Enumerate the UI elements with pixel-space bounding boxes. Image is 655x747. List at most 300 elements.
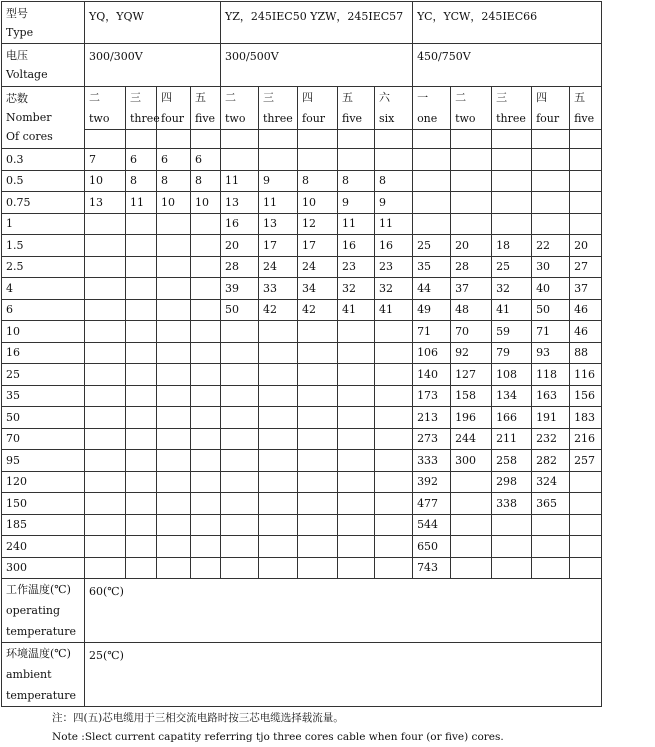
ampacity-cell	[375, 385, 413, 407]
ampacity-cell	[338, 471, 375, 493]
core-label-en: two	[225, 112, 246, 125]
table-row	[2, 192, 602, 214]
ambient-temperature-value: 25(℃)	[85, 643, 602, 707]
ampacity-cell	[532, 149, 570, 171]
ampacity-cell	[492, 557, 532, 579]
conductor-size-cell: 1.5	[2, 235, 85, 257]
ampacity-cell	[85, 364, 126, 386]
ampacity-cell: 196	[451, 407, 492, 429]
ampacity-cell: 127	[451, 364, 492, 386]
ampacity-cell: 156	[570, 385, 602, 407]
core-header-cell	[157, 87, 191, 130]
ampacity-cell	[492, 192, 532, 214]
ampacity-cell: 211	[492, 428, 532, 450]
core-header-cell	[338, 87, 375, 130]
conductor-size-cell: 10	[2, 321, 85, 343]
ampacity-cell: 44	[413, 278, 451, 300]
ambient-temperature-label-cn: 环境温度(℃)	[6, 647, 71, 660]
ampacity-cell	[221, 321, 259, 343]
core-label-en: five	[195, 112, 216, 125]
ampacity-cell	[157, 342, 191, 364]
ampacity-cell: 46	[570, 299, 602, 321]
ampacity-cell: 166	[492, 407, 532, 429]
core-header-cell	[413, 87, 451, 130]
ampacity-cell	[492, 536, 532, 558]
core-spacer-cell	[451, 130, 492, 149]
ampacity-cell	[85, 450, 126, 472]
ampacity-cell	[338, 364, 375, 386]
ampacity-cell	[259, 407, 298, 429]
ampacity-cell: 158	[451, 385, 492, 407]
type-row	[2, 2, 602, 44]
ampacity-cell	[191, 385, 221, 407]
ampacity-cell	[85, 342, 126, 364]
ampacity-cell: 88	[570, 342, 602, 364]
core-spacer-cell	[259, 130, 298, 149]
ampacity-cell: 70	[451, 321, 492, 343]
ambient-temperature-label-en-2: temperature	[6, 689, 77, 702]
ampacity-cell	[375, 471, 413, 493]
ampacity-cell: 48	[451, 299, 492, 321]
ampacity-cell	[492, 170, 532, 192]
conductor-size-cell: 240	[2, 536, 85, 558]
ampacity-cell: 257	[570, 450, 602, 472]
ampacity-cell	[451, 149, 492, 171]
operating-temperature-label-en-2: temperature	[6, 625, 77, 638]
ampacity-cell	[191, 450, 221, 472]
core-header-cell	[191, 87, 221, 130]
conductor-size-cell: 0.5	[2, 170, 85, 192]
table-row	[2, 278, 602, 300]
ampacity-cell	[259, 149, 298, 171]
core-label-en: two	[455, 112, 476, 125]
ampacity-cell	[375, 342, 413, 364]
ampacity-cell	[259, 385, 298, 407]
conductor-size-cell: 300	[2, 557, 85, 579]
table-row	[2, 256, 602, 278]
ampacity-cell: 40	[532, 278, 570, 300]
ampacity-cell	[298, 536, 338, 558]
ampacity-cell	[492, 514, 532, 536]
conductor-size-cell: 6	[2, 299, 85, 321]
ampacity-cell	[85, 428, 126, 450]
ampacity-cell	[338, 514, 375, 536]
core-header-cell	[259, 87, 298, 130]
core-header-cell	[532, 87, 570, 130]
ampacity-cell	[375, 428, 413, 450]
ampacity-cell	[191, 493, 221, 515]
ampacity-cell: 17	[259, 235, 298, 257]
ampacity-cell: 8	[375, 170, 413, 192]
core-label-cn: 四	[302, 91, 313, 104]
ambient-temperature-label-en-1: ambient	[6, 668, 52, 681]
ampacity-cell: 13	[221, 192, 259, 214]
ampacity-cell	[570, 536, 602, 558]
core-label-en: three	[263, 112, 293, 125]
table-row	[2, 170, 602, 192]
core-header-cell	[85, 87, 126, 130]
core-label-cn: 三	[130, 91, 141, 104]
ampacity-cell	[532, 192, 570, 214]
ampacity-cell: 6	[157, 149, 191, 171]
table-row	[2, 213, 602, 235]
ampacity-cell	[451, 514, 492, 536]
conductor-size-cell: 185	[2, 514, 85, 536]
ampacity-cell	[157, 213, 191, 235]
ampacity-cell	[157, 407, 191, 429]
ampacity-cell: 37	[451, 278, 492, 300]
core-label-cn: 一	[417, 91, 429, 104]
ampacity-cell	[451, 170, 492, 192]
ampacity-cell: 282	[532, 450, 570, 472]
cores-label-cell	[2, 87, 85, 149]
ampacity-cell	[157, 428, 191, 450]
ampacity-cell: 16	[375, 235, 413, 257]
core-header-cell	[570, 87, 602, 130]
ampacity-cell: 18	[492, 235, 532, 257]
voltage-value-yc: 450/750V	[413, 44, 602, 87]
ampacity-cell: 9	[259, 170, 298, 192]
ampacity-cell: 13	[259, 213, 298, 235]
type-label-cell	[2, 2, 85, 44]
ampacity-cell	[126, 278, 157, 300]
table-row	[2, 450, 602, 472]
ampacity-cell	[157, 536, 191, 558]
ampacity-cell	[298, 557, 338, 579]
table-row	[2, 299, 602, 321]
ampacity-cell: 7	[85, 149, 126, 171]
ampacity-cell	[85, 321, 126, 343]
ampacity-cell: 37	[570, 278, 602, 300]
ampacity-cell: 25	[413, 235, 451, 257]
type-label-cn: 型号	[6, 6, 28, 20]
ampacity-cell	[126, 407, 157, 429]
ampacity-cell	[157, 493, 191, 515]
conductor-size-cell: 35	[2, 385, 85, 407]
table-row	[2, 321, 602, 343]
ampacity-cell	[85, 385, 126, 407]
ampacity-cell	[126, 299, 157, 321]
voltage-label-en: Voltage	[6, 68, 48, 81]
ampacity-cell	[375, 493, 413, 515]
ampacity-cell	[85, 256, 126, 278]
table-row	[2, 514, 602, 536]
ampacity-cell	[126, 428, 157, 450]
ampacity-cell	[570, 514, 602, 536]
ampacity-cell	[259, 364, 298, 386]
ampacity-cell	[191, 364, 221, 386]
ampacity-cell	[492, 213, 532, 235]
ampacity-cell: 11	[375, 213, 413, 235]
type-value-yz: YZ，245IEC50 YZW，245IEC57	[221, 2, 413, 44]
type-value-yq: YQ，YQW	[85, 2, 221, 44]
ampacity-cell: 11	[338, 213, 375, 235]
type-label-en: Type	[6, 25, 34, 39]
conductor-size-cell: 70	[2, 428, 85, 450]
ampacity-cell	[221, 557, 259, 579]
conductor-size-cell: 1	[2, 213, 85, 235]
ampacity-cell: 34	[298, 278, 338, 300]
core-spacer-cell	[157, 130, 191, 149]
ampacity-cell: 140	[413, 364, 451, 386]
ampacity-cell	[570, 493, 602, 515]
ampacity-cell: 20	[570, 235, 602, 257]
ampacity-cell: 191	[532, 407, 570, 429]
ampacity-cell: 118	[532, 364, 570, 386]
cores-spacer-row	[2, 130, 602, 149]
ampacity-cell: 324	[532, 471, 570, 493]
ampacity-cell: 216	[570, 428, 602, 450]
core-label-cn: 四	[536, 91, 548, 104]
ampacity-cell: 20	[221, 235, 259, 257]
core-header-cell	[375, 87, 413, 130]
ampacity-cell	[259, 342, 298, 364]
ampacity-cell	[338, 149, 375, 171]
operating-temperature-row	[2, 579, 602, 643]
ampacity-cell: 300	[451, 450, 492, 472]
table-row	[2, 557, 602, 579]
ampacity-cell	[375, 536, 413, 558]
ampacity-cell	[85, 213, 126, 235]
ampacity-cell: 11	[126, 192, 157, 214]
core-label-cn: 五	[195, 91, 206, 104]
ampacity-cell: 544	[413, 514, 451, 536]
core-label-cn: 二	[225, 91, 236, 104]
ampacity-cell	[126, 342, 157, 364]
core-spacer-cell	[532, 130, 570, 149]
ampacity-cell	[338, 342, 375, 364]
ampacity-cell	[191, 321, 221, 343]
ampacity-cell	[126, 450, 157, 472]
operating-temperature-label-cell	[2, 579, 85, 643]
ampacity-cell: 16	[221, 213, 259, 235]
ampacity-cell	[451, 557, 492, 579]
ampacity-cell: 20	[451, 235, 492, 257]
ampacity-cell: 134	[492, 385, 532, 407]
core-label-en: six	[379, 112, 395, 125]
ampacity-cell	[191, 407, 221, 429]
ampacity-cell	[532, 514, 570, 536]
ampacity-cell	[191, 428, 221, 450]
ampacity-cell	[259, 536, 298, 558]
ampacity-cell: 11	[221, 170, 259, 192]
ampacity-cell	[570, 170, 602, 192]
ampacity-cell	[221, 471, 259, 493]
core-header-cell	[492, 87, 532, 130]
table-row	[2, 536, 602, 558]
ampacity-cell	[375, 450, 413, 472]
ampacity-cell: 42	[298, 299, 338, 321]
ampacity-cell: 25	[492, 256, 532, 278]
ampacity-cell: 22	[532, 235, 570, 257]
ampacity-cell: 8	[191, 170, 221, 192]
ampacity-cell	[191, 536, 221, 558]
ampacity-cell: 11	[259, 192, 298, 214]
ampacity-cell	[157, 256, 191, 278]
core-label-cn: 二	[89, 91, 100, 104]
ampacity-cell: 41	[338, 299, 375, 321]
ampacity-cell	[157, 385, 191, 407]
conductor-size-cell: 0.3	[2, 149, 85, 171]
ampacity-cell	[126, 514, 157, 536]
voltage-label-cell	[2, 44, 85, 87]
ampacity-cell	[338, 385, 375, 407]
ampacity-cell	[532, 213, 570, 235]
ampacity-cell	[191, 514, 221, 536]
ampacity-cell	[451, 493, 492, 515]
core-label-cn: 五	[342, 91, 353, 104]
ampacity-cell: 365	[532, 493, 570, 515]
core-label-en: four	[302, 112, 326, 125]
ampacity-cell	[298, 385, 338, 407]
ampacity-cell	[375, 364, 413, 386]
ampacity-cell: 92	[451, 342, 492, 364]
conductor-size-cell: 25	[2, 364, 85, 386]
ampacity-cell: 338	[492, 493, 532, 515]
ampacity-cell: 163	[532, 385, 570, 407]
ampacity-cell: 23	[338, 256, 375, 278]
ampacity-cell	[157, 471, 191, 493]
ampacity-cell	[451, 213, 492, 235]
ampacity-cell: 106	[413, 342, 451, 364]
core-header-cell	[126, 87, 160, 130]
table-row	[2, 342, 602, 364]
ampacity-cell	[298, 342, 338, 364]
ampacity-cell	[126, 471, 157, 493]
core-spacer-cell	[298, 130, 338, 149]
ampacity-cell: 8	[338, 170, 375, 192]
ampacity-cell	[191, 278, 221, 300]
ampacity-cell	[126, 213, 157, 235]
ampacity-cell	[126, 493, 157, 515]
ampacity-cell	[126, 364, 157, 386]
ampacity-cell: 8	[298, 170, 338, 192]
ampacity-cell	[221, 385, 259, 407]
ampacity-cell	[298, 471, 338, 493]
ampacity-cell: 24	[259, 256, 298, 278]
ampacity-cell	[126, 235, 157, 257]
ampacity-cell	[413, 170, 451, 192]
ampacity-cell: 41	[375, 299, 413, 321]
core-header-cell	[221, 87, 259, 130]
ampacity-cell: 9	[375, 192, 413, 214]
ampacity-cell	[570, 149, 602, 171]
ampacity-cell: 298	[492, 471, 532, 493]
core-header-cell	[298, 87, 338, 130]
ampacity-cell	[413, 192, 451, 214]
cores-row	[2, 87, 602, 130]
core-spacer-cell	[570, 130, 602, 149]
ampacity-cell: 35	[413, 256, 451, 278]
core-spacer-cell	[126, 130, 157, 149]
conductor-size-cell: 2.5	[2, 256, 85, 278]
ampacity-cell	[338, 536, 375, 558]
ampacity-cell: 9	[338, 192, 375, 214]
ampacity-cell	[298, 428, 338, 450]
ampacity-cell	[85, 407, 126, 429]
ampacity-cell	[157, 364, 191, 386]
ampacity-cell	[126, 557, 157, 579]
ampacity-cell: 17	[298, 235, 338, 257]
ampacity-cell	[413, 149, 451, 171]
core-label-cn: 六	[379, 91, 390, 104]
table-row	[2, 149, 602, 171]
core-spacer-cell	[413, 130, 451, 149]
conductor-size-cell: 4	[2, 278, 85, 300]
ampacity-cell: 79	[492, 342, 532, 364]
ampacity-cell	[298, 493, 338, 515]
ampacity-cell: 232	[532, 428, 570, 450]
ampacity-cell: 6	[126, 149, 157, 171]
ampacity-cell: 33	[259, 278, 298, 300]
core-label-en: three	[496, 112, 526, 125]
ampacity-cell	[570, 557, 602, 579]
ampacity-cell	[532, 557, 570, 579]
core-spacer-cell	[492, 130, 532, 149]
ampacity-cell	[221, 514, 259, 536]
ampacity-cell: 173	[413, 385, 451, 407]
ampacity-cell: 213	[413, 407, 451, 429]
ampacity-cell	[532, 536, 570, 558]
note-chinese: 注：四(五)芯电缆用于三相交流电路时按三芯电缆选择载流量。	[52, 712, 344, 724]
ampacity-cell: 50	[221, 299, 259, 321]
ampacity-cell	[157, 557, 191, 579]
core-label-cn: 二	[455, 91, 467, 104]
ampacity-cell: 6	[191, 149, 221, 171]
ampacity-cell	[157, 278, 191, 300]
ampacity-cell	[85, 299, 126, 321]
core-spacer-cell	[338, 130, 375, 149]
ampacity-cell	[298, 407, 338, 429]
conductor-size-cell: 0.75	[2, 192, 85, 214]
ampacity-cell: 10	[85, 170, 126, 192]
ampacity-cell	[126, 385, 157, 407]
ambient-temperature-row	[2, 643, 602, 707]
ampacity-cell: 59	[492, 321, 532, 343]
ampacity-cell	[298, 450, 338, 472]
ampacity-cell	[221, 407, 259, 429]
ampacity-cell	[221, 536, 259, 558]
table-row	[2, 235, 602, 257]
ampacity-table	[1, 1, 602, 707]
ampacity-cell: 477	[413, 493, 451, 515]
table-row	[2, 493, 602, 515]
ampacity-cell: 24	[298, 256, 338, 278]
ambient-temperature-label-cell	[2, 643, 85, 707]
ampacity-cell	[191, 213, 221, 235]
ampacity-cell: 392	[413, 471, 451, 493]
core-spacer-cell	[221, 130, 259, 149]
ampacity-cell	[298, 364, 338, 386]
ampacity-cell	[259, 450, 298, 472]
ampacity-cell	[298, 514, 338, 536]
voltage-value-yq: 300/300V	[85, 44, 221, 87]
ampacity-cell	[221, 450, 259, 472]
ampacity-cell	[85, 557, 126, 579]
table-row	[2, 428, 602, 450]
ampacity-cell	[298, 149, 338, 171]
ampacity-cell	[570, 192, 602, 214]
ampacity-cell	[157, 299, 191, 321]
table-row	[2, 471, 602, 493]
operating-temperature-label-en-1: operating	[6, 604, 61, 617]
ampacity-cell	[157, 235, 191, 257]
ampacity-cell	[451, 471, 492, 493]
conductor-size-cell: 16	[2, 342, 85, 364]
ampacity-cell: 93	[532, 342, 570, 364]
table-row	[2, 385, 602, 407]
ampacity-cell	[85, 514, 126, 536]
